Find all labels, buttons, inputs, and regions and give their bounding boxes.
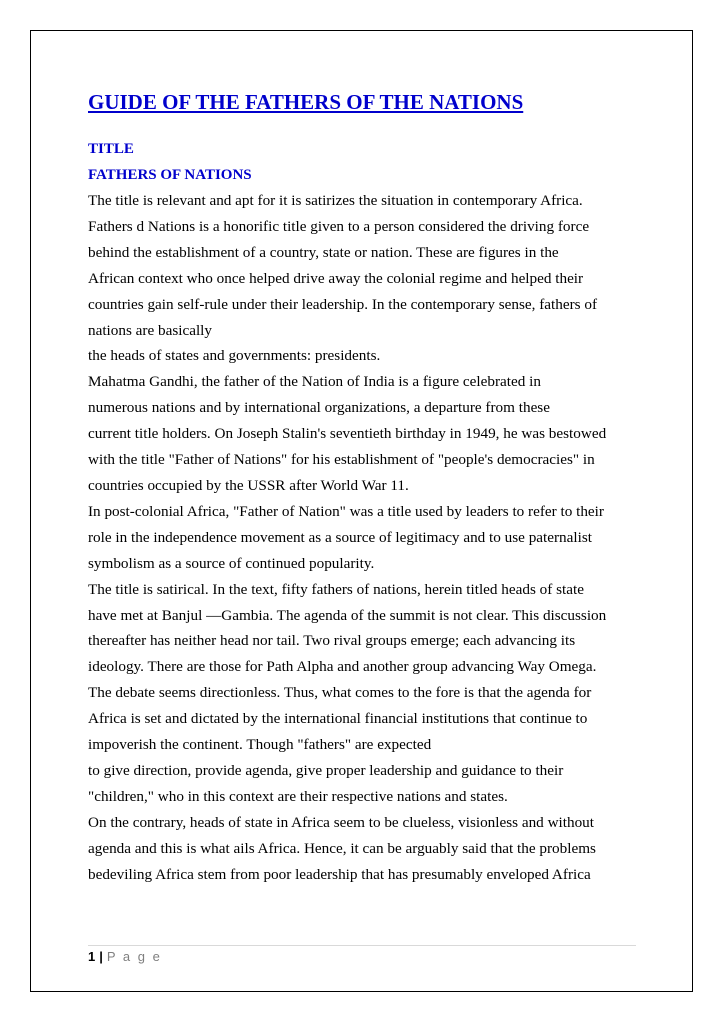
paragraph-line: "children," who in this context are their respective nations and states. [88, 787, 508, 805]
page-number: 1 [88, 949, 96, 964]
paragraph-line: impoverish the continent. Though "fathers" are expected [88, 736, 432, 754]
paragraph-line: countries gain self-rule under their leadership. In the contemporary sense, fathers of [88, 295, 598, 313]
paragraph-line: role in the independence movement as a source of legitimacy and to use paternalist [88, 528, 592, 546]
paragraph-line: agenda and this is what ails Africa. Hence, it can be arguably said that the problems [88, 839, 596, 857]
paragraph-line: bedeviling Africa stem from poor leadership that has presumably enveloped Africa [88, 865, 591, 883]
paragraph [88, 758, 648, 810]
paragraph-line: The title is satirical. In the text, fifty fathers of nations, herein titled heads of state [88, 580, 584, 598]
paragraph-line: current title holders. On Joseph Stalin's seventieth birthday in 1949, he was bestowed [88, 425, 607, 443]
paragraph-line: thereafter has neither head nor tail. Two rival groups emerge; each advancing its [88, 632, 576, 650]
footer-separator: | [99, 949, 103, 964]
paragraph-line: nations are basically [88, 321, 212, 339]
paragraph-line: The debate seems directionless. Thus, what comes to the fore is that the agenda for [88, 684, 592, 702]
section-label: TITLE [88, 141, 134, 157]
footer-divider [88, 945, 636, 946]
paragraph-line: On the contrary, heads of state in Africa seem to be clueless, visionless and without [88, 813, 594, 831]
paragraph-line: Mahatma Gandhi, the father of the Nation of India is a figure celebrated in [88, 373, 541, 391]
paragraph-line: the heads of states and governments: presidents. [88, 347, 381, 365]
paragraph-line: ideology. There are those for Path Alpha and another group advancing Way Omega. [88, 658, 597, 676]
page-footer [88, 949, 162, 965]
paragraph-line: Africa is set and dictated by the international financial institutions that continue to [88, 710, 588, 728]
paragraph [88, 810, 648, 888]
page-label: P a g e [106, 949, 162, 964]
paragraph-line: African context who once helped drive away the colonial regime and helped their [88, 269, 584, 287]
paragraph-line: numerous nations and by international organizations, a departure from these [88, 399, 550, 417]
document-title: GUIDE OF THE FATHERS OF THE NATIONS [88, 90, 524, 114]
paragraph-line: countries occupied by the USSR after World War 11. [88, 476, 409, 494]
paragraph-line: Fathers d Nations is a honorific title given to a person considered the driving force [88, 217, 590, 235]
paragraph [88, 499, 648, 577]
paragraph-line: to give direction, provide agenda, give proper leadership and guidance to their [88, 761, 564, 779]
paragraph-line: In post-colonial Africa, "Father of Nation" was a title used by leaders to refer to their [88, 502, 604, 520]
paragraph [88, 577, 648, 758]
paragraph-container [88, 188, 648, 887]
paragraph-line: with the title "Father of Nations" for his establishment of "people's democracies" in [88, 451, 595, 469]
document-body [88, 88, 648, 887]
paragraph-line: The title is relevant and apt for it is satirizes the situation in contemporary Africa. [88, 192, 583, 209]
paragraph [88, 343, 648, 369]
paragraph-line: behind the establishment of a country, state or nation. These are figures in the [88, 243, 559, 261]
paragraph [88, 369, 648, 499]
paragraph [88, 188, 648, 343]
section-subtitle: FATHERS OF NATIONS [88, 167, 252, 183]
paragraph-line: have met at Banjul —Gambia. The agenda of the summit is not clear. This discussion [88, 606, 607, 624]
paragraph-line: symbolism as a source of continued popularity. [88, 554, 375, 572]
